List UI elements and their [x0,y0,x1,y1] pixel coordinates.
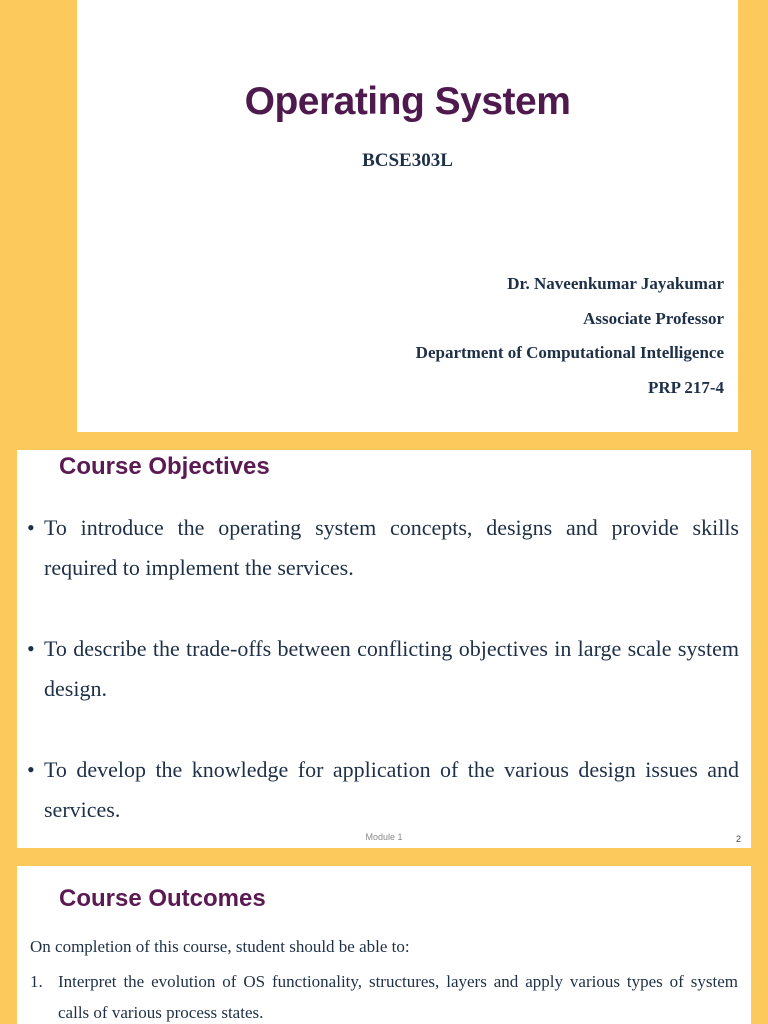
objectives-slide [17,450,751,848]
outcomes-slide [17,866,751,1024]
objective-text: To describe the trade-offs between conflicting objectives in large scale system design. [44,636,739,701]
page-number: 2 [735,834,741,844]
bullet-icon: • [27,636,35,661]
author-title: Associate Professor [583,309,724,328]
outcomes-intro: On completion of this course, student should be able to: [30,937,410,956]
title-slide [77,0,738,432]
objectives-heading: Course Objectives [59,453,270,480]
author-name: Dr. Naveenkumar Jayakumar [507,274,724,293]
course-code: BCSE303L [362,150,453,171]
objective-item [27,508,739,588]
outcome-item [30,966,738,1024]
accent-bar [600,432,768,450]
outcome-text: Interpret the evolution of OS functionality, structures, layers and apply various types of system calls of various process states. [58,972,738,1022]
footer-module-label: Module 1 [365,832,403,842]
outcomes-heading: Course Outcomes [59,885,266,912]
objectives-list [27,508,739,848]
objective-text: To develop the knowledge for application of the various design issues and services. [44,757,739,822]
objective-text: To introduce the operating system concepts, designs and provide skills required to implement the services. [44,515,739,580]
bullet-icon: • [27,757,35,782]
author-department: Department of Computational Intelligence [415,343,724,362]
accent-bar [0,848,168,866]
slide-title: Operating System [244,80,571,123]
author-room: PRP 217-4 [647,378,724,397]
bullet-icon: • [27,515,35,540]
outcome-number: 1. [30,972,43,991]
outcomes-list [30,966,738,1024]
objective-item [27,629,739,709]
objective-item [27,750,739,830]
